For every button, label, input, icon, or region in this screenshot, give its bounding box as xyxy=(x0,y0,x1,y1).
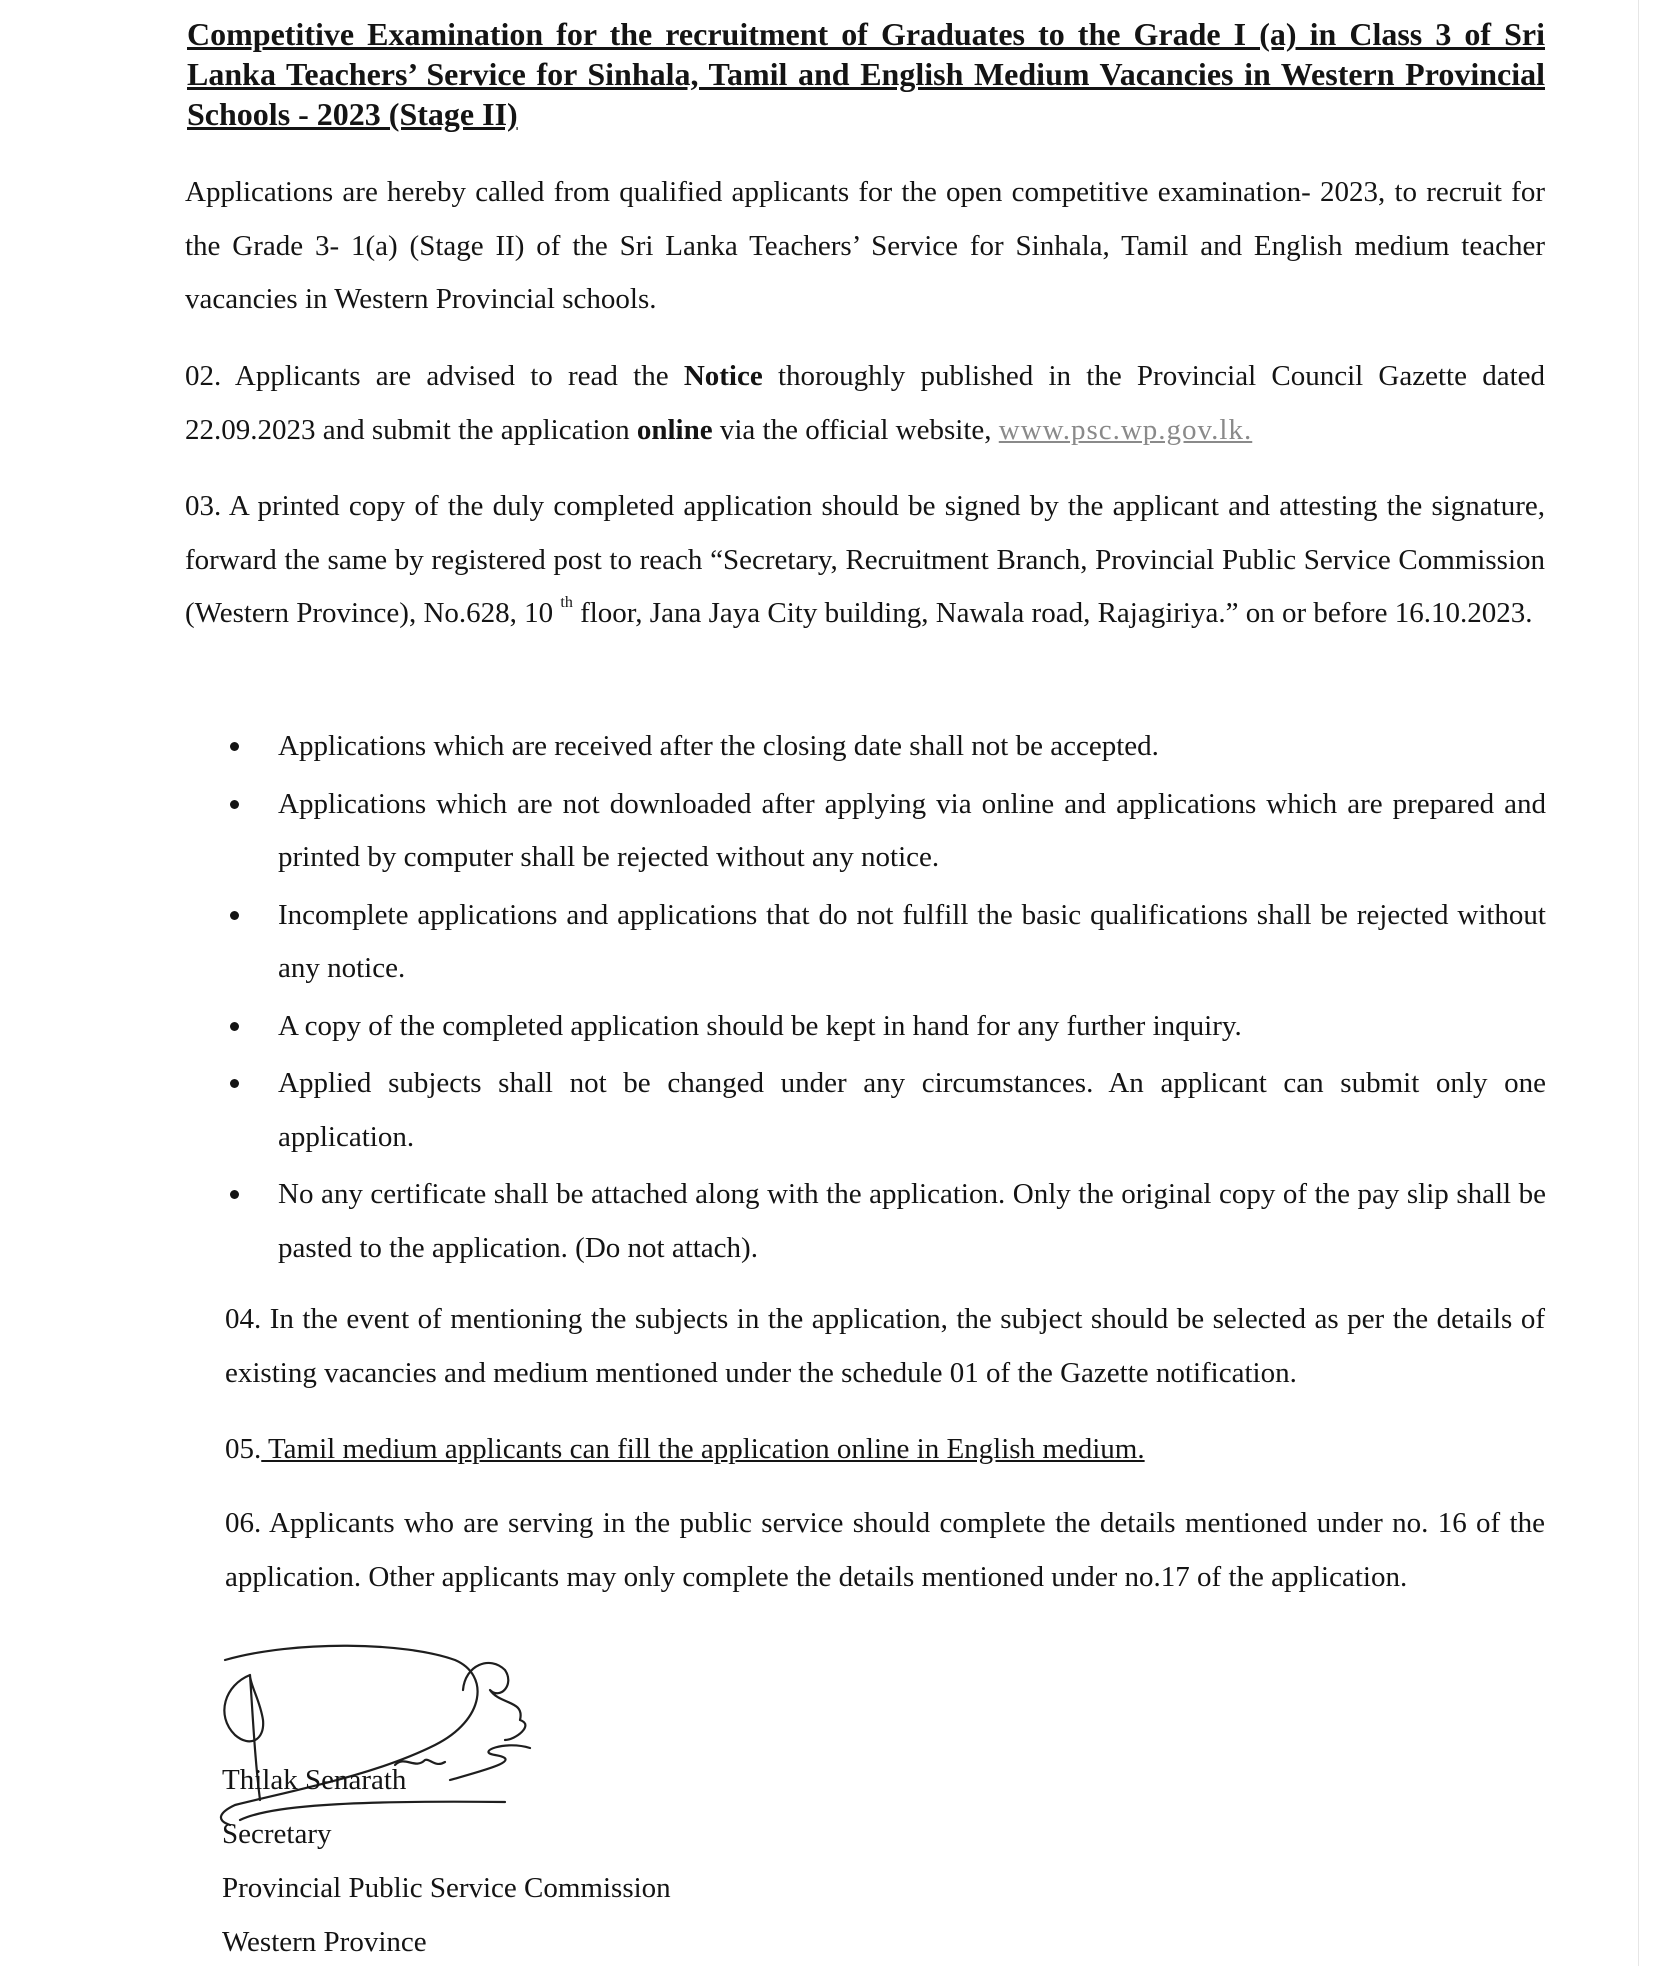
scan-edge-divider xyxy=(1638,0,1639,1966)
paragraph-03-text-a: 03. A printed copy of the duly completed application should be signed by the applicant and attesting the signature, forward the same by registered post to reach “Secretary, Recruitment Branch, Provincial Public Service Commission (Western Province), No.628, 10 xyxy=(185,490,1545,629)
requirements-list xyxy=(226,720,1546,1279)
list-item xyxy=(226,1000,1546,1054)
signatory-province: Western Province xyxy=(222,1926,427,1958)
paragraph-03 xyxy=(185,480,1545,641)
paragraph-06: 06. Applicants who are serving in the public service should complete the details mentioned under no. 16 of the application. Other applicants may only complete the details mentioned under no.17 of the application. xyxy=(225,1507,1545,1593)
list-item xyxy=(226,1057,1546,1164)
paragraph-02-text-b: thoroughly published in the Provincial Council Gazette dated 22.09.2023 and submit the application xyxy=(185,360,1545,446)
paragraph-04: 04. In the event of mentioning the subjects in the application, the subject should be selected as per the details of existing vacancies and medium mentioned under the schedule 01 of the Gazette notification. xyxy=(225,1303,1545,1389)
signature-block xyxy=(222,1753,922,1969)
bullet-icon xyxy=(230,911,239,920)
list-item-text: Applications which are received after the closing date shall not be accepted. xyxy=(278,730,1159,762)
bullet-icon xyxy=(230,742,239,751)
intro-paragraph: Applications are hereby called from qualified applicants for the open competitive examination- 2023, to recruit for the Grade 3- 1(a) (Stage II) of the Sri Lanka Teachers’ Service for Sinhala, Tamil and English medium teacher vacancies in Western Provincial schools. xyxy=(185,176,1545,315)
list-item xyxy=(226,778,1546,885)
ordinal-superscript: th xyxy=(560,594,573,612)
list-item-text: No any certificate shall be attached along with the application. Only the original copy of the pay slip shall be pasted to the application. (Do not attach). xyxy=(278,1178,1546,1264)
list-item-text: A copy of the completed application should be kept in hand for any further inquiry. xyxy=(278,1009,1242,1042)
signatory-position: Secretary xyxy=(222,1818,332,1850)
paragraph-02-text-c: via the official website, xyxy=(712,413,999,446)
paragraph-05-text: Tamil medium applicants can fill the application online in English medium. xyxy=(261,1433,1145,1465)
list-item xyxy=(226,720,1546,774)
list-item-text: Applied subjects shall not be changed under any circumstances. An applicant can submit only one application. xyxy=(278,1067,1546,1153)
signatory-name: Thilak Senarath xyxy=(222,1764,407,1796)
paragraph-05 xyxy=(225,1423,1545,1477)
document-title: Competitive Examination for the recruitment of Graduates to the Grade I (a) in Class 3 of Sri Lanka Teachers’ Service for Sinhala, Tamil and English Medium Vacancies in Western Provincial Schools - 2023 (Stage II) xyxy=(187,16,1545,132)
paragraph-03-text-b: floor, Jana Jaya City building, Nawala road, Rajagiriya.” on or before 16.10.2023. xyxy=(572,597,1533,629)
website-link[interactable]: www.psc.wp.gov.lk. xyxy=(998,413,1253,446)
notice-bold: Notice xyxy=(683,360,763,392)
paragraph-02-text-a: 02. Applicants are advised to read the xyxy=(185,360,684,392)
list-item xyxy=(226,889,1546,996)
bullet-icon xyxy=(230,800,239,809)
signatory-organization: Provincial Public Service Commission xyxy=(222,1872,671,1904)
bullet-icon xyxy=(230,1022,239,1031)
list-item-text: Applications which are not downloaded after applying via online and applications which are prepared and printed by computer shall be rejected without any notice. xyxy=(278,787,1546,873)
list-item xyxy=(226,1168,1546,1275)
bullet-icon xyxy=(230,1190,239,1199)
bullet-icon xyxy=(230,1079,239,1088)
paragraph-05-number: 05. xyxy=(225,1433,262,1465)
paragraph-02 xyxy=(185,350,1545,457)
list-item-text: Incomplete applications and applications that do not fulfill the basic qualifications shall be rejected without any notice. xyxy=(278,898,1546,984)
online-bold: online xyxy=(636,413,713,446)
